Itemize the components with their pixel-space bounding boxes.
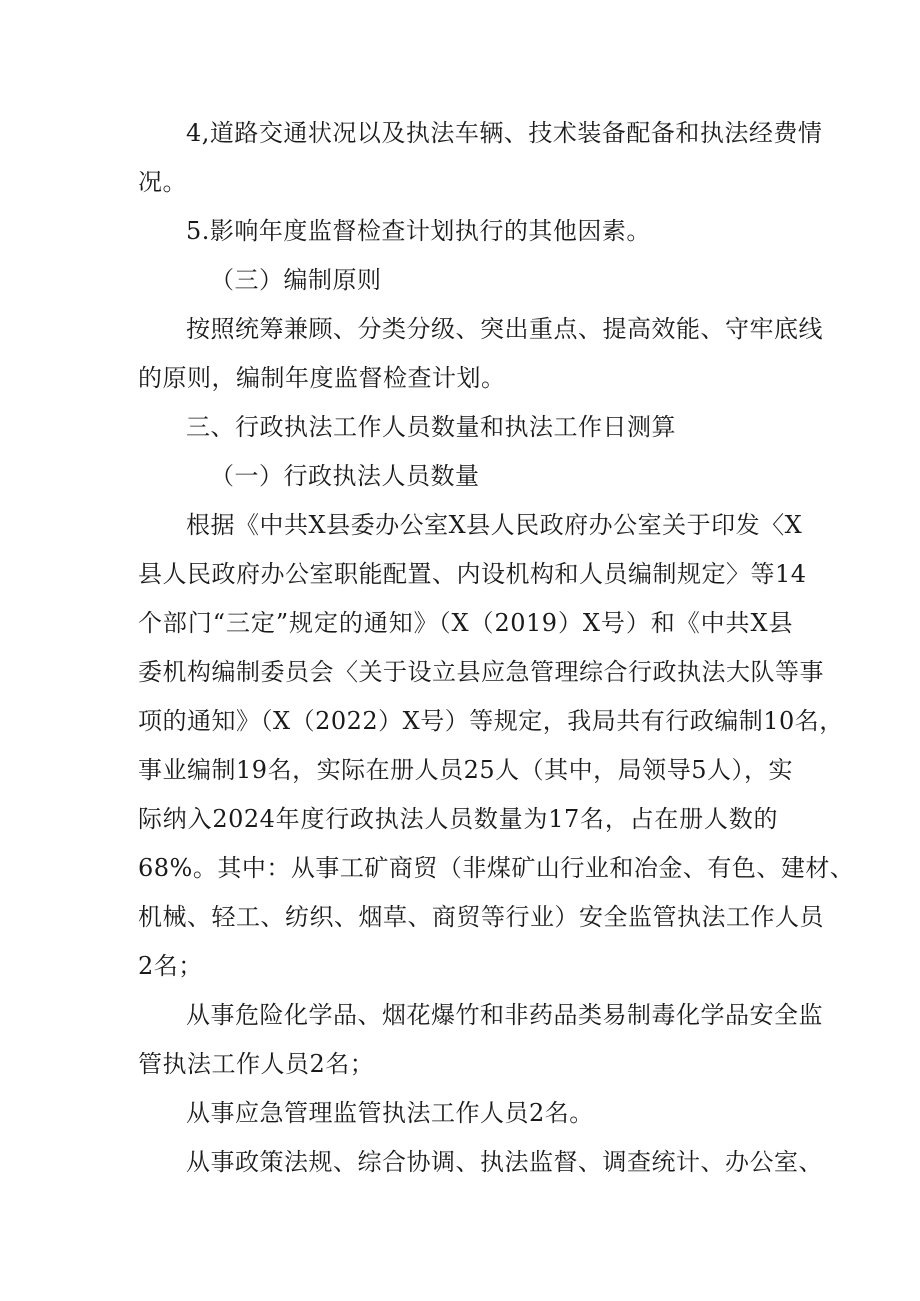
text-line-22: 从事政策法规、综合协调、执法监督、调查统计、办公室、 <box>186 1148 823 1176</box>
section-heading-1: （一）行政执法人员数量 <box>210 462 480 490</box>
chapter-heading-3: 三、行政执法工作人员数量和执法工作日测算 <box>186 413 676 441</box>
section-heading-3: （三）编制原则 <box>210 266 382 294</box>
text-line-1: 4,道路交通状况以及执法车辆、技术装备配备和执法经费情 <box>186 119 823 147</box>
text-line-11: 个部门“三定”规定的通知》（X（2019）X号）和《中共X县 <box>138 609 793 637</box>
text-line-18: 2名； <box>138 952 203 980</box>
text-line-12: 委机构编制委员会〈关于设立县应急管理综合行政执法大队等事 <box>138 658 824 686</box>
text-line-16: 68%。其中：从事工矿商贸（非煤矿山行业和冶金、有色、建材、 <box>138 854 855 882</box>
text-line-14: 事业编制19名，实际在册人员25人（其中，局领导5人），实 <box>138 756 793 784</box>
text-line-3: 5.影响年度监督检查计划执行的其他因素。 <box>186 217 651 245</box>
text-line-2: 况。 <box>138 168 187 196</box>
text-line-15: 际纳入2024年度行政执法人员数量为17名，占在册人数的 <box>138 805 778 833</box>
text-line-19: 从事危险化学品、烟花爆竹和非药品类易制毒化学品安全监 <box>186 1001 823 1029</box>
text-line-9: 根据《中共X县委办公室X县人民政府办公室关于印发〈X <box>186 511 803 539</box>
text-line-20: 管执法工作人员2名； <box>138 1050 375 1078</box>
text-line-5: 按照统筹兼顾、分类分级、突出重点、提高效能、守牢底线 <box>186 315 823 343</box>
text-line-17: 机械、轻工、纺织、烟草、商贸等行业）安全监管执法工作人员 <box>138 903 824 931</box>
text-line-6: 的原则，编制年度监督检查计划。 <box>138 364 506 392</box>
text-line-10: 县人民政府办公室职能配置、内设机构和人员编制规定〉等14 <box>138 560 807 588</box>
text-line-21: 从事应急管理监管执法工作人员2名。 <box>186 1099 594 1127</box>
text-line-13: 项的通知》（X（2022）X号）等规定，我局共有行政编制10名， <box>138 707 844 735</box>
